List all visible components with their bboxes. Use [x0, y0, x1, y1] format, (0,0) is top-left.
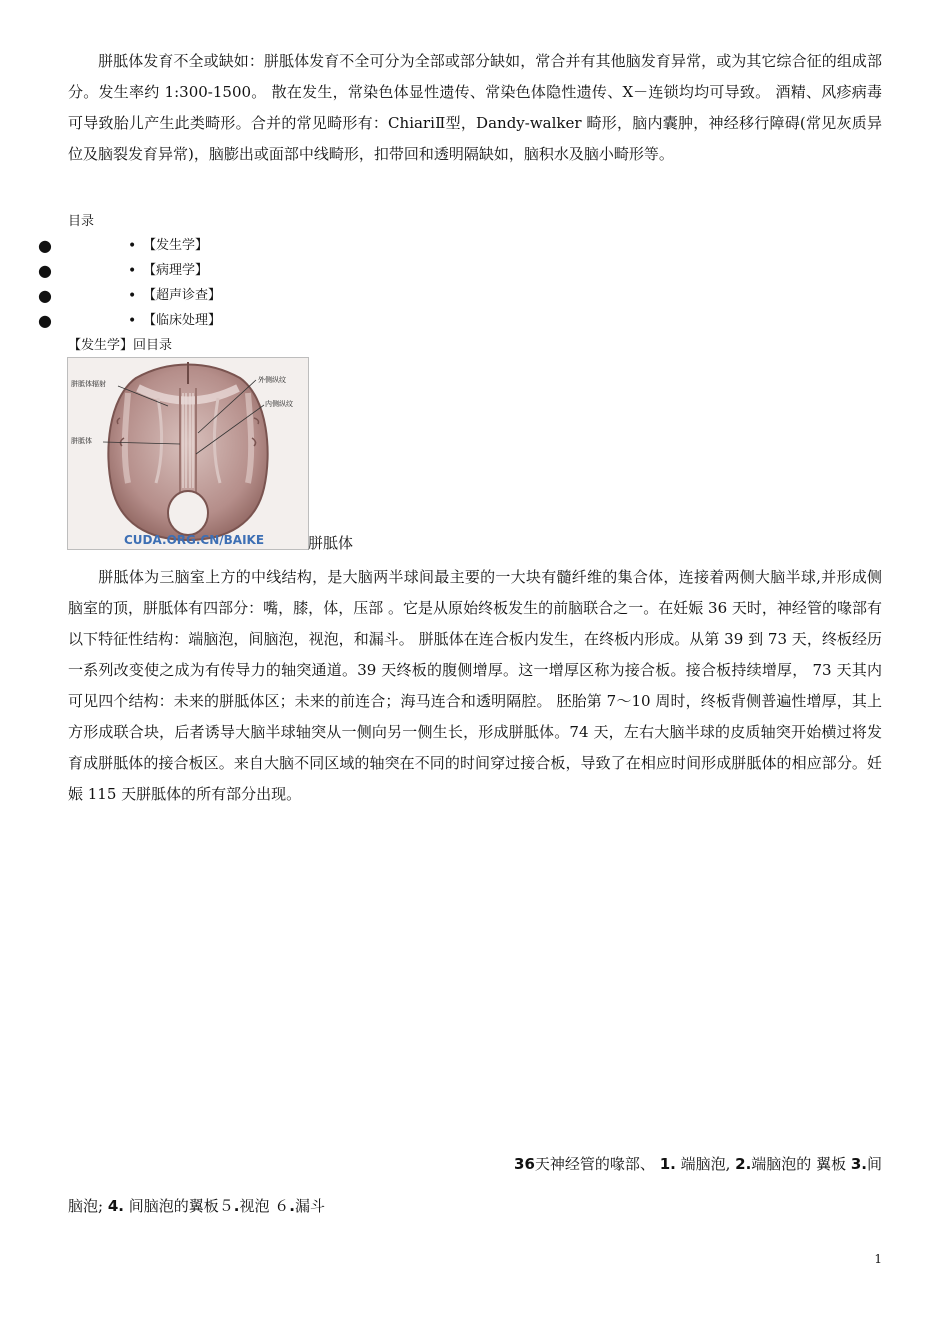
bullet-icon: •: [128, 263, 137, 279]
toc-label: 目录: [68, 214, 95, 229]
watermark-text: CUDA.ORG.CN/BAIKE: [124, 533, 265, 547]
caption-number: 1.: [659, 1155, 676, 1173]
brain-illustration: [68, 358, 308, 549]
caption-day: 36: [514, 1155, 535, 1173]
caption-number: 2.: [735, 1155, 752, 1173]
caption-text: 脑泡;: [68, 1197, 108, 1215]
bullet-icon: •: [128, 238, 137, 254]
figure2-caption-line2: [68, 1192, 325, 1220]
bullet-icon: •: [128, 313, 137, 329]
caption-number: 4.: [107, 1197, 124, 1215]
caption-number: .: [289, 1197, 295, 1215]
caption-text: 天神经管的喙部、: [534, 1155, 660, 1173]
figure2-caption-line1: [514, 1150, 882, 1178]
intro-paragraph: [68, 46, 882, 170]
section-title: 【发生学】: [68, 338, 134, 353]
label-corpus-callosum: 胼胝体: [71, 437, 92, 445]
bullet-icon: ●: [38, 286, 52, 305]
caption-text: 端脑泡的 翼板: [751, 1155, 851, 1173]
toc-link-pathology[interactable]: 【病理学】: [143, 263, 209, 278]
bullet-icon: ●: [38, 236, 52, 255]
toc-link-embryology[interactable]: 【发生学】: [143, 238, 209, 253]
caption-number: 3.: [850, 1155, 867, 1173]
brain-figure: [67, 357, 309, 550]
caption-text: 视泡 ６: [239, 1197, 290, 1215]
bullet-icon: •: [128, 288, 137, 304]
section-heading: [68, 336, 172, 356]
page-number: 1: [874, 1252, 882, 1266]
toc-link-ultrasound[interactable]: 【超声诊查】: [143, 288, 222, 303]
bullet-icon: ●: [38, 311, 52, 330]
caption-text: 端脑泡,: [675, 1155, 736, 1173]
embryology-paragraph: [68, 562, 882, 810]
label-medial-stria: 内侧纵纹: [265, 400, 293, 408]
caption-text: 间: [866, 1155, 882, 1173]
embryology-text: 胼胝体为三脑室上方的中线结构，是大脑两半球间最主要的一大块有髓纤维的集合体，连接着两侧大脑半球,并形成侧脑室的顶，胼胝体有四部分：嘴，膝，体，压部 。它是从原始终板发生的前脑联合之一。在妊娠 36 天时，神经管的喙部有以下特征性结构：端脑泡，间脑泡，视泡，和漏斗。 胼胝体在连合板内发生，在终板内形成。从第 39 到 73 天，终板经历一系列改变使之成为有传导力的轴突通道。39 天终板的腹侧增厚。这一增厚区称为接合板。接合板持续增厚， 73 天其内可见四个结构：未来的胼胝体区；未来的前连合；海马连合和透明隔腔。 胚胎第 7～10 周时，终板背侧普遍性增厚，其上方形成联合块，后者诱导大脑半球轴突从一侧向另一侧生长，形成胼胝体。74 天，左右大脑半球的皮质轴突开始横过将发育成胼胝体的接合板区。来自大脑不同区域的轴突在不同的时间穿过接合板，导致了在相应时间形成胼胝体的相应部分。妊娠 115 天胼胝体的所有部分出现。: [68, 568, 882, 803]
caption-text: 间脑泡的翼板５: [123, 1197, 234, 1215]
label-lateral-stria: 外侧纵纹: [258, 376, 286, 384]
label-callosal-radiation: 胼胝体辐射: [71, 380, 106, 388]
intro-text: 胼胝体发育不全或缺如：胼胝体发育不全可分为全部或部分缺如，常合并有其他脑发育异常，或为其它综合征的组成部分。发生率约 1:300-1500。 散在发生，常染色体显性遗传、常染色体隐性遗传、X－连锁均均可导致。 酒精、风疹病毒可导致胎儿产生此类畸形。合并的常见畸形有：ChiariⅡ型，Dandy-walker 畸形，脑内囊肿，神经移行障碍(常见灰质异位及脑裂发育异常)，脑膨出或面部中线畸形，扣带回和透明隔缺如，脑积水及脑小畸形等。: [68, 52, 882, 163]
back-to-toc-link[interactable]: 回目录: [133, 338, 173, 353]
toc-link-clinical[interactable]: 【临床处理】: [143, 313, 222, 328]
caption-number: .: [233, 1197, 240, 1215]
caption-text: 漏斗: [294, 1197, 325, 1215]
figure-caption: 胼胝体: [308, 534, 354, 552]
bullet-icon: ●: [38, 261, 52, 280]
